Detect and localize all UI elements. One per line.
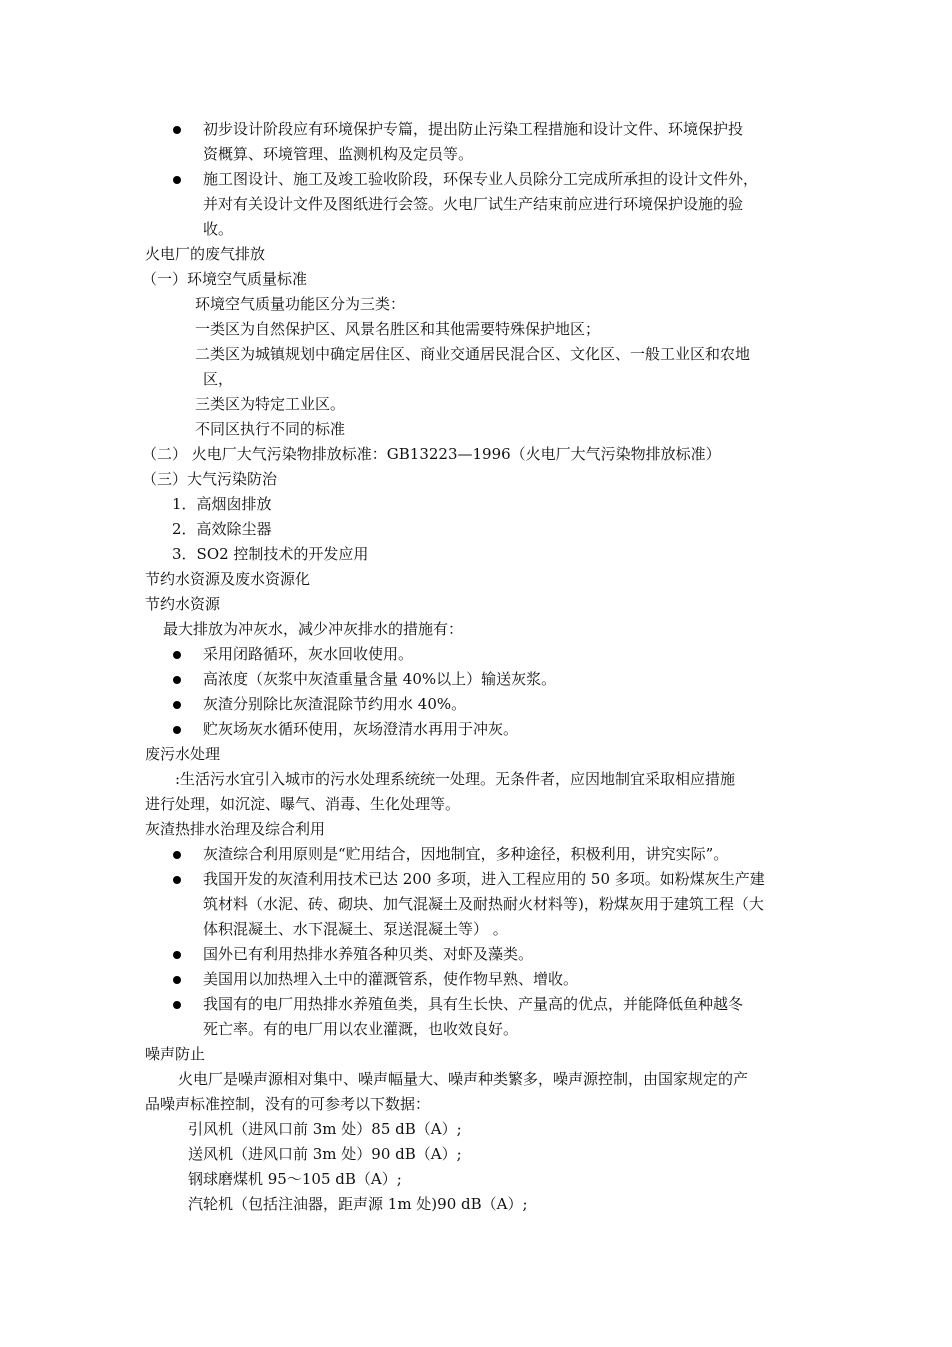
numbered-item: 1．高烟囱排放 [172, 495, 272, 513]
noise-item: 钢球磨煤机 95～105 dB（A）; [188, 1170, 402, 1188]
bullet-text-continued: 体积混凝土、水下混凝土、泵送混凝土等） 。 [203, 920, 508, 938]
bullet-text: 灰渣分别除比灰渣混除节约用水 40%。 [203, 695, 467, 713]
section-heading-water: 节约水资源及废水资源化 [145, 570, 311, 588]
bullet-text-continued: 死亡率。有的电厂用以农业灌溉，也收效良好。 [203, 1020, 519, 1038]
paragraph-line: 一类区为自然保护区、风景名胜区和其他需要特殊保护地区； [195, 320, 601, 338]
section-heading-ash: 灰渣热排水治理及综合利用 [145, 820, 326, 838]
numbered-item: 3．SO2 控制技术的开发应用 [172, 545, 369, 563]
bullet-text: 美国用以加热埋入土中的灌溉管系，使作物早熟、增收。 [203, 970, 579, 988]
bullet-text-continued: 收。 [203, 220, 234, 238]
paragraph-line: 三类区为特定工业区。 [195, 395, 346, 413]
numbered-item: 2．高效除尘器 [172, 520, 272, 538]
section-heading-noise: 噪声防止 [145, 1045, 206, 1063]
paragraph-line: 区， [203, 370, 234, 388]
bullet-text-continued: 并对有关设计文件及图纸进行会签。火电厂试生产结束前应进行环境保护设施的验 [203, 195, 744, 213]
paragraph-line: 环境空气质量功能区分为三类： [195, 295, 406, 313]
noise-item: 汽轮机（包括注油器，距声源 1m 处)90 dB（A）; [188, 1195, 528, 1213]
noise-item: 送风机（进风口前 3m 处）90 dB（A）; [188, 1145, 462, 1163]
bullet-item [203, 692, 466, 717]
bullet-item [203, 992, 743, 1017]
subsection-heading: （三）大气污染防治 [142, 470, 278, 488]
paragraph-line: 二类区为城镇规划中确定居住区、商业交通居民混合区、文化区、一般工业区和农地 [195, 345, 751, 363]
section-heading-air: 火电厂的废气排放 [145, 245, 266, 263]
bullet-item [203, 867, 765, 892]
bullet-text-continued: 筑材料（水泥、砖、砌块、加气混凝土及耐热耐火材料等)，粉煤灰用于建筑工程（大 [203, 895, 764, 913]
subsection-heading: 节约水资源 [145, 595, 221, 613]
subsection-heading: 废污水处理 [145, 745, 221, 763]
bullet-item-construction-stage [203, 167, 758, 192]
bullet-text: 我国有的电厂用热排水养殖鱼类，具有生长快、产量高的优点，并能降低鱼种越冬 [203, 995, 744, 1013]
subsection-heading: （一）环境空气质量标准 [142, 270, 308, 288]
bullet-text: 高浓度（灰浆中灰渣重量含量 40%以上）输送灰浆。 [203, 670, 557, 688]
bullet-item [203, 942, 533, 967]
bullet-item [203, 842, 728, 867]
paragraph-line: :生活污水宜引入城市的污水处理系统统一处理。无条件者，应因地制宜采取相应措施 [175, 770, 736, 788]
paragraph-line: 不同区执行不同的标准 [195, 420, 346, 438]
bullet-text: 我国开发的灰渣利用技术已达 200 多项，进入工程应用的 50 多项。如粉煤灰生产建 [203, 870, 765, 888]
bullet-item-design-stage [203, 117, 743, 142]
noise-item: 引风机（进风口前 3m 处）85 dB（A）; [188, 1120, 462, 1138]
bullet-text: 初步设计阶段应有环境保护专篇，提出防止污染工程措施和设计文件、环境保护投 [203, 120, 744, 138]
bullet-text: 贮灰场灰水循环使用，灰场澄清水再用于冲灰。 [203, 720, 519, 738]
paragraph-line: 火电厂是噪声源相对集中、噪声幅量大、噪声种类繁多，噪声源控制，由国家规定的产 [178, 1070, 749, 1088]
bullet-text: 施工图设计、施工及竣工验收阶段，环保专业人员除分工完成所承担的设计文件外， [203, 170, 759, 188]
bullet-text: 国外已有利用热排水养殖各种贝类、对虾及藻类。 [203, 945, 534, 963]
paragraph-line: 进行处理，如沉淀、曝气、消毒、生化处理等。 [145, 795, 461, 813]
bullet-item [203, 717, 518, 742]
paragraph-line: 品噪声标准控制，没有的可参考以下数据： [145, 1095, 431, 1113]
bullet-text: 灰渣综合利用原则是“贮用结合，因地制宜，多种途径，积极利用，讲究实际”。 [203, 845, 729, 863]
bullet-text-continued: 资概算、环境管理、监测机构及定员等。 [203, 145, 474, 163]
paragraph-line: 最大排放为冲灰水，减少冲灰排水的措施有： [163, 620, 464, 638]
bullet-item [203, 967, 578, 992]
bullet-item [203, 642, 413, 667]
bullet-item [203, 667, 556, 692]
subsection-heading: （二） 火电厂大气污染物排放标准：GB13223—1996（火电厂大气污染物排放标准） [142, 445, 721, 463]
bullet-text: 采用闭路循环，灰水回收使用。 [203, 645, 414, 663]
